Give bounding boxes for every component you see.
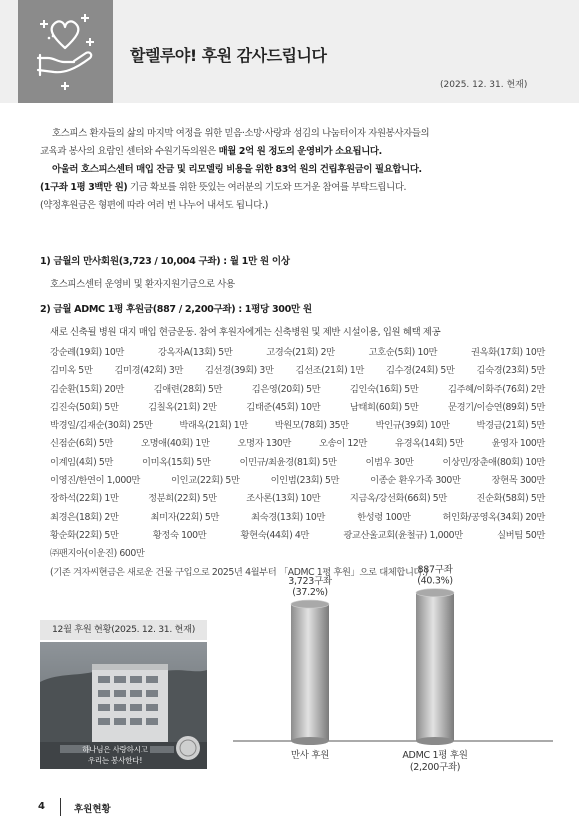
donor-entry: 최숙경(13회) 10만 bbox=[251, 511, 326, 523]
donor-list bbox=[50, 344, 545, 582]
donor-entry: 이상민/장춘애(80회) 10만 bbox=[442, 456, 545, 468]
donor-entry: 김미경(42회) 3만 bbox=[114, 365, 183, 377]
donor-entry: 이영진/한연이 1,000만 bbox=[50, 475, 140, 487]
donor-entry: 김미옥 5만 bbox=[50, 365, 93, 377]
donor-entry: 황현숙(44회) 4만 bbox=[240, 529, 309, 541]
donor-entry: 이종순 환우가족 300만 bbox=[370, 475, 461, 487]
donor-entry: 강순례(19회) 10만 bbox=[50, 347, 124, 358]
section-2-desc: 새로 신축될 병원 대지 매입 현금운동. 참여 후원자에게는 신축병원 및 제반 시설이용, 입원 혜택 제공 bbox=[50, 327, 441, 338]
donor-entry: 박경금(21회) 5만 bbox=[476, 420, 545, 432]
donor-entry: 김태준(45회) 10만 bbox=[246, 401, 321, 413]
donor-entry: 강옥자A(13회) 5만 bbox=[157, 347, 233, 358]
chart-category-label: ADMC 1평 후원 bbox=[402, 750, 468, 761]
donor-entry: 신점순(6회) 5만 bbox=[50, 438, 113, 450]
donor-row bbox=[50, 490, 545, 508]
donor-entry: 김애련(28회) 5만 bbox=[153, 383, 223, 395]
donor-row bbox=[50, 417, 545, 435]
donor-entry: 박인규(39회) 10만 bbox=[375, 420, 450, 432]
donor-entry: 최경은(18회) 2만 bbox=[50, 511, 119, 523]
intro-line-2-text: 교육과 봉사의 요람인 센터와 수원기독의원은 bbox=[40, 146, 219, 157]
donor-entry: 김선경(39회) 3만 bbox=[204, 365, 274, 377]
page-number: 4 bbox=[38, 801, 45, 812]
header-icon-panel bbox=[18, 0, 113, 103]
donor-entry: 황정숙 100만 bbox=[152, 529, 207, 541]
donor-row bbox=[50, 545, 545, 563]
page-date: (2025. 12. 31. 현재) bbox=[440, 80, 528, 90]
photo-overlay-line-2: 우리는 봉사한다! bbox=[87, 756, 143, 765]
donor-entry: 김선조(21회) 1만 bbox=[295, 365, 364, 377]
intro-line-3-bold: 아울러 호스피스센터 매입 잔금 및 리모델링 비용을 위한 83억 원의 건립후원금이 필요합니다. bbox=[52, 164, 422, 175]
intro-line-2-bold: 매월 2억 원 정도의 운영비가 소요됩니다. bbox=[218, 146, 382, 157]
donor-entry: 정분희(22회) 5만 bbox=[148, 493, 217, 505]
donor-entry: 고호순(5회) 10만 bbox=[368, 347, 438, 358]
donor-entry: 박원모(78회) 35만 bbox=[274, 420, 349, 432]
intro-text bbox=[40, 125, 550, 215]
donor-row bbox=[50, 472, 545, 490]
chart-value-label: 887구좌 bbox=[417, 564, 453, 576]
intro-line-4 bbox=[40, 179, 550, 197]
donor-entry: 권옥화(17회) 10만 bbox=[470, 347, 545, 358]
intro-line-3 bbox=[40, 161, 550, 179]
donor-entry: 이민규/최윤경(81회) 5만 bbox=[239, 456, 337, 468]
donor-entry: 지금옥/강선화(66회) 5만 bbox=[349, 493, 447, 505]
donor-entry: 이계임(4회) 5만 bbox=[50, 456, 113, 468]
donor-row bbox=[50, 362, 545, 380]
donor-entry: 황순화(22회) 5만 bbox=[50, 529, 119, 541]
donor-entry: 김숙경(23회) 5만 bbox=[476, 365, 545, 377]
donor-entry: 오명애(40회) 1만 bbox=[141, 438, 210, 450]
donor-entry: 문경기/이승연(89회) 5만 bbox=[448, 401, 545, 413]
donor-entry: 윤영자 100만 bbox=[491, 438, 545, 450]
intro-line-4-text: 기금 확보를 위한 뜻있는 여러분의 기도와 뜨거운 참여를 부탁드립니다. bbox=[127, 182, 407, 193]
donor-entry: 남태희(60회) 5만 bbox=[349, 401, 419, 413]
donor-entry: 장하석(22회) 1만 bbox=[50, 493, 119, 505]
donor-entry: 허인화/공영옥(34회) 20만 bbox=[442, 511, 545, 523]
heart-hand-icon bbox=[18, 0, 113, 103]
donor-entry: 김인숙(16회) 5만 bbox=[349, 383, 419, 395]
donor-entry: 실버팀 50만 bbox=[497, 529, 545, 541]
donor-note: (기존 겨자씨현금은 새로운 건물 구입으로 2025년 4월부터 「ADMC 1평 후원」으로 대체합니다.) bbox=[50, 566, 428, 578]
donor-entry: 유경옥(14회) 5만 bbox=[395, 438, 464, 450]
donor-row bbox=[50, 509, 545, 527]
intro-line-2 bbox=[40, 143, 550, 161]
donor-entry: 이미옥(15회) 5만 bbox=[142, 456, 211, 468]
donor-entry: 김은영(20회) 5만 bbox=[251, 383, 321, 395]
page-header bbox=[0, 0, 579, 103]
donor-row bbox=[50, 399, 545, 417]
donor-entry: 장현목 300만 bbox=[491, 475, 545, 487]
chart-bar bbox=[291, 604, 329, 741]
donor-row bbox=[50, 381, 545, 399]
donor-entry: 오명자 130만 bbox=[237, 438, 291, 450]
donor-entry: 이범우 30만 bbox=[365, 456, 414, 468]
donor-entry: 최미자(22회) 5만 bbox=[150, 511, 219, 523]
chart-bar-base bbox=[416, 737, 454, 745]
intro-line-5: (약정후원금은 형편에 따라 여러 번 나누어 내셔도 됩니다.) bbox=[40, 200, 268, 211]
donor-entry: 조사론(13회) 10만 bbox=[246, 493, 321, 505]
donor-entry: 김주혜/이화주(76회) 2만 bbox=[448, 383, 545, 395]
donor-row bbox=[50, 435, 545, 453]
donor-entry: 오송이 12만 bbox=[319, 438, 367, 450]
chart-percent-label: (37.2%) bbox=[292, 587, 328, 599]
intro-line-1: 호스피스 환자들의 삶의 마지막 여정을 위한 믿음·소망·사랑과 섬김의 나눔터이자 자원봉사자들의 bbox=[52, 128, 430, 139]
donor-entry: 김칠옥(21회) 2만 bbox=[148, 401, 217, 413]
donor-entry: 고경숙(21회) 2만 bbox=[266, 347, 335, 358]
donor-entry: 박래옥(21회) 1만 bbox=[179, 420, 248, 432]
section-1-desc: 호스피스센터 운영비 및 환자지원기금으로 사용 bbox=[50, 279, 235, 290]
chart-bar-base bbox=[291, 737, 329, 745]
photo-overlay-line-1: 하나님은 사랑하시고 bbox=[82, 745, 148, 754]
footer-divider bbox=[60, 798, 61, 816]
chart-category-sublabel: (2,200구좌) bbox=[409, 762, 461, 773]
donor-entry: 이인범(23회) 5만 bbox=[270, 475, 340, 487]
chart-bar-top bbox=[291, 600, 329, 608]
footer-section-label: 후원현황 bbox=[74, 804, 111, 815]
chart-bar-top bbox=[416, 589, 454, 597]
donor-entry: 한성령 100만 bbox=[357, 511, 411, 523]
section-1-title: 1) 금월의 만사회원(3,723 / 10,004 구좌) : 월 1만 원 이상 bbox=[40, 256, 290, 267]
donor-entry: 박경일/김재순(30회) 25만 bbox=[50, 420, 153, 432]
donor-entry: 김순환(15회) 20만 bbox=[50, 383, 124, 395]
hospice-building-photo bbox=[40, 642, 207, 769]
donor-entry: 이인교(22회) 5만 bbox=[171, 475, 240, 487]
intro-line-4-bold: (1구좌 1평 3백만 원) bbox=[40, 182, 128, 193]
donor-entry: 김수경(24회) 5만 bbox=[386, 365, 455, 377]
donor-row bbox=[50, 344, 545, 362]
donor-entry: 김진숙(50회) 5만 bbox=[50, 401, 119, 413]
donor-row bbox=[50, 454, 545, 472]
page-title: 할렐루야! 후원 감사드립니다 bbox=[130, 46, 327, 65]
chart-percent-label: (40.3%) bbox=[417, 575, 453, 587]
chart-category-label: 만사 후원 bbox=[290, 750, 330, 761]
donor-row bbox=[50, 527, 545, 545]
photo-caption: 12월 후원 현황(2025. 12. 31. 현재) bbox=[40, 620, 207, 640]
donor-entry: 진순화(58회) 5만 bbox=[476, 493, 545, 505]
donor-entry: ㈜팬지아(이운진) 600만 bbox=[50, 548, 145, 560]
donor-entry: 광교산울교회(윤철규) 1,000만 bbox=[343, 529, 463, 541]
chart-bar bbox=[416, 593, 454, 741]
chart-value-label: 3,723구좌 bbox=[288, 576, 332, 588]
section-2-title: 2) 금월 ADMC 1평 후원금(887 / 2,200구좌) : 1평당 300만 원 bbox=[40, 304, 312, 315]
